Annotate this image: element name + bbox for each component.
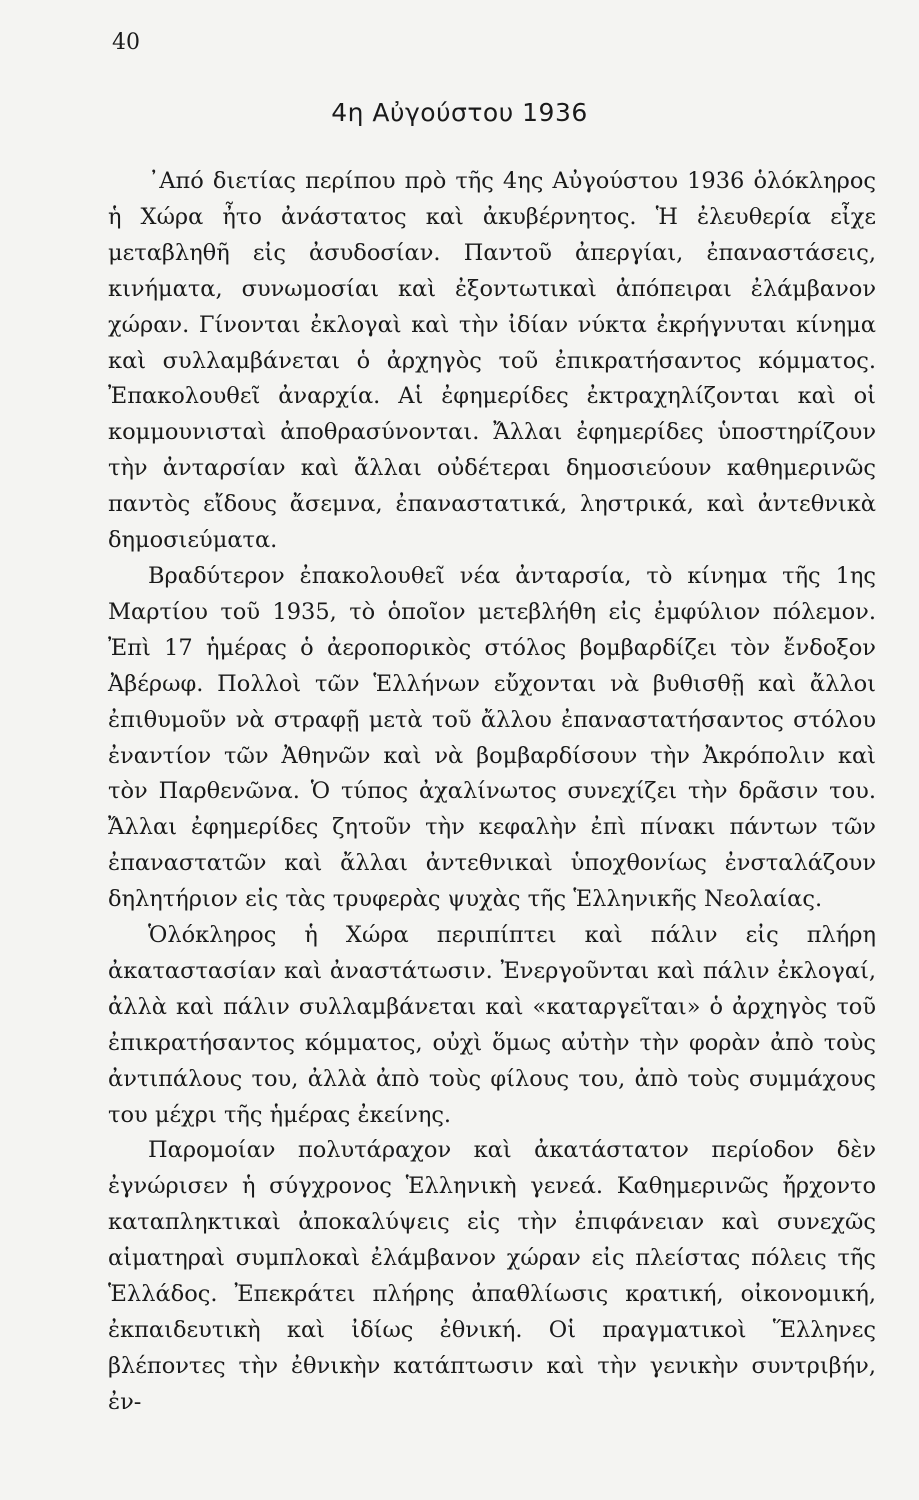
chapter-heading: 4η Αὐγούστου 1936 bbox=[331, 98, 588, 127]
page-number: 40 bbox=[112, 30, 140, 55]
paragraph-1: ᾿Από διετίας περίπου πρὸ τῆς 4ης Αὐγούστου 1936 ὁλόκληρος ἡ Χώρα ἦτο ἀνάστατος καὶ ἀκυβέρνητος. Ἡ ἐλευθερία εἶχε μεταβληθῆ εἰς ἀσυδοσίαν. Παντοῦ ἀπεργίαι, ἐπαναστάσεις, κινήματα, συνωμοσίαι καὶ ἐξοντωτικαὶ ἀπόπειραι ἐλάμβανον χώραν. Γίνονται ἐκλογαὶ καὶ τὴν ἰδίαν νύκτα ἐκρήγνυται κίνημα καὶ συλλαμβάνεται ὁ ἀρχηγὸς τοῦ ἐπικρατήσαντος κόμματος. Ἐπακολουθεῖ ἀναρχία. Αἱ ἐφημερίδες ἐκτραχηλίζονται καὶ οἱ κομμουνισταὶ ἀποθρασύνονται. Ἄλλαι ἐφημερίδες ὑποστηρίζουν τὴν ἀνταρσίαν καὶ ἄλλαι οὐδέτεραι δημοσιεύουν καθημερινῶς παντὸς εἴδους ἄσεμνα, ἐπαναστατικά, ληστρικά, καὶ ἀντεθνικὰ δημοσιεύματα. bbox=[108, 168, 876, 554]
paragraph-4: Παρομοίαν πολυτάραχον καὶ ἀκατάστατον περίοδον δὲν ἐγνώρισεν ἡ σύγχρονος Ἑλληνικὴ γενεά. Καθημερινῶς ἤρχοντο καταπληκτικαὶ ἀποκαλύψεις εἰς τὴν ἐπιφάνειαν καὶ συνεχῶς αἱματηραὶ συμπλοκαὶ ἐλάμβανον χώραν εἰς πλείστας πόλεις τῆς Ἑλλάδος. Ἐπεκράτει πλήρης ἀπαθλίωσις κρατική, οἰκονομική, ἐκπαιδευτικὴ καὶ ἰδίως ἐθνική. Οἱ πραγματικοὶ Ἕλληνες βλέποντες τὴν ἐθνικὴν κατάπτωσιν καὶ τὴν γενικὴν συντριβήν, ἐν- bbox=[108, 1137, 876, 1415]
paragraph-3: Ὁλόκληρος ἡ Χώρα περιπίπτει καὶ πάλιν εἰς πλήρη ἀκαταστασίαν καὶ ἀναστάτωσιν. Ἐνεργοῦνται καὶ πάλιν ἐκλογαί, ἀλλὰ καὶ πάλιν συλλαμβάνεται καὶ «καταργεῖται» ὁ ἀρχηγὸς τοῦ ἐπικρατήσαντος κόμματος, οὐχὶ ὅμως αὐτὴν τὴν φορὰν ἀπὸ τοὺς ἀντιπάλους του, ἀλλὰ ἀπὸ τοὺς φίλους του, ἀπὸ τοὺς συμμάχους του μέχρι τῆς ἡμέρας ἐκείνης. bbox=[108, 922, 876, 1128]
body-text bbox=[108, 164, 876, 1421]
paragraph-2: Βραδύτερον ἐπακολουθεῖ νέα ἀνταρσία, τὸ κίνημα τῆς 1ης Μαρτίου τοῦ 1935, τὸ ὁποῖον μετεβλήθη εἰς ἐμφύλιον πόλεμον. Ἐπὶ 17 ἡμέρας ὁ ἀεροπορικὸς στόλος βομβαρδίζει τὸν ἔνδοξον Ἀβέρωφ. Πολλοὶ τῶν Ἑλλήνων εὔχονται νὰ βυθισθῇ καὶ ἄλλοι ἐπιθυμοῦν νὰ στραφῇ μετὰ τοῦ ἄλλου ἐπαναστατήσαντος στόλου ἐναντίον τῶν Ἀθηνῶν καὶ νὰ βομβαρδίσουν τὴν Ἀκρόπολιν καὶ τὸν Παρθενῶνα. Ὁ τύπος ἀχαλίνωτος συνεχίζει τὴν δρᾶσιν του. Ἄλλαι ἐφημερίδες ζητοῦν τὴν κεφαλὴν ἐπὶ πίνακι πάντων τῶν ἐπαναστατῶν καὶ ἄλλαι ἀντεθνικαὶ ὑποχθονίως ἐνσταλάζουν δηλητήριον εἰς τὰς τρυφερὰς ψυχὰς τῆς Ἑλληνικῆς Νεολαίας. bbox=[108, 562, 876, 913]
